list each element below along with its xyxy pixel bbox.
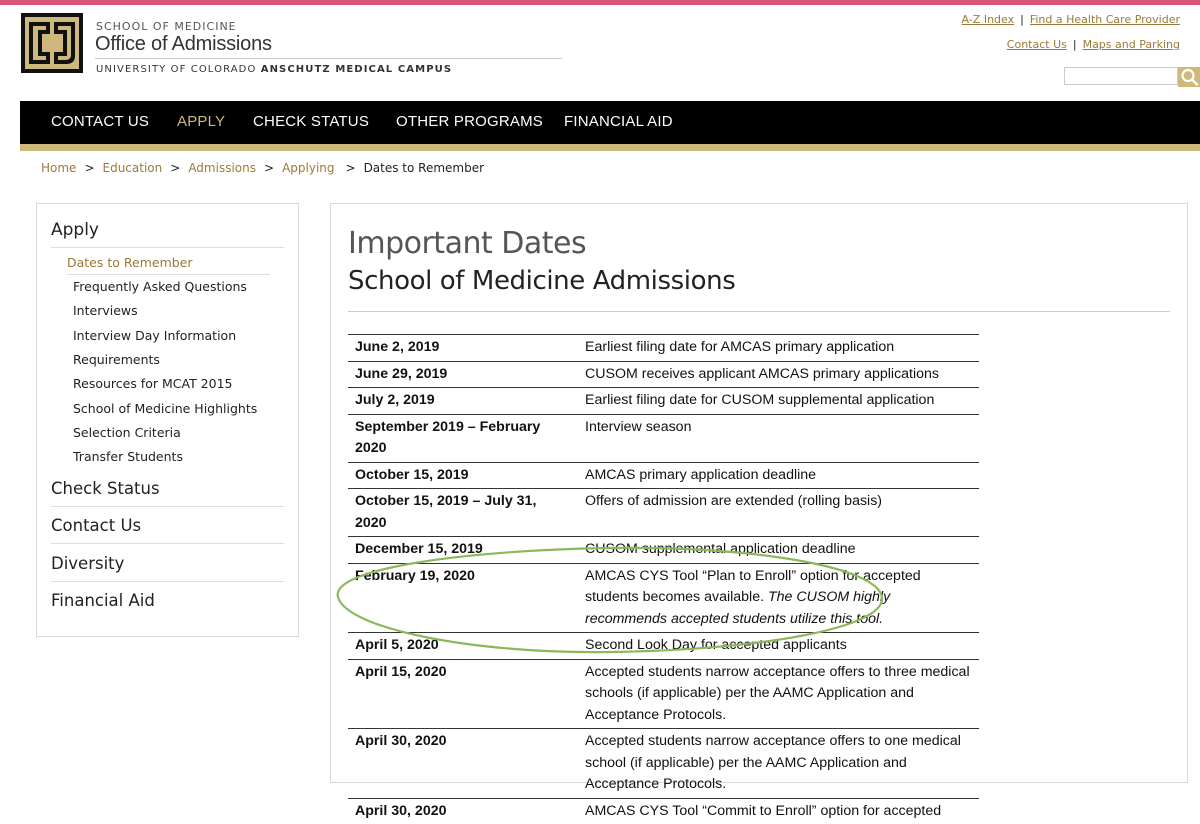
event-cell: AMCAS CYS Tool “Commit to Enroll” option for accepted bbox=[578, 798, 979, 824]
breadcrumb bbox=[41, 161, 484, 175]
breadcrumb-separator: > bbox=[170, 161, 181, 175]
util-separator: | bbox=[1072, 38, 1077, 51]
date-cell: July 2, 2019 bbox=[348, 388, 578, 415]
event-cell: AMCAS primary application deadline bbox=[578, 462, 979, 489]
date-cell: February 19, 2020 bbox=[348, 563, 578, 633]
sidebar-divider bbox=[51, 581, 284, 582]
contact-us-link[interactable]: Contact Us bbox=[1006, 38, 1067, 51]
event-cell: Earliest filing date for CUSOM supplemental application bbox=[578, 388, 979, 415]
table-row bbox=[348, 798, 979, 824]
find-provider-link[interactable]: Find a Health Care Provider bbox=[1029, 13, 1180, 26]
event-cell: Second Look Day for accepted applicants bbox=[578, 633, 979, 660]
event-note-italic: The CUSOM highly recommends accepted students utilize this tool. bbox=[585, 589, 891, 627]
page-title: Important Dates bbox=[348, 226, 587, 261]
table-row bbox=[348, 537, 979, 564]
date-cell: April 15, 2020 bbox=[348, 659, 578, 729]
table-row bbox=[348, 633, 979, 660]
sidebar-divider bbox=[51, 543, 284, 544]
breadcrumb-current: Dates to Remember bbox=[363, 161, 485, 175]
breadcrumb-separator: > bbox=[84, 161, 95, 175]
campus-name: ANSCHUTZ MEDICAL CAMPUS bbox=[260, 64, 453, 75]
table-row bbox=[348, 361, 979, 388]
sidebar-subitem-selection[interactable]: Selection Criteria bbox=[73, 425, 181, 440]
breadcrumb-education[interactable]: Education bbox=[102, 161, 163, 175]
event-cell: Earliest filing date for AMCAS primary application bbox=[578, 335, 979, 362]
table-row bbox=[348, 335, 979, 362]
sidebar-divider bbox=[51, 506, 284, 507]
sidebar-item-apply[interactable]: Apply bbox=[51, 220, 99, 240]
date-cell: April 5, 2020 bbox=[348, 633, 578, 660]
table-row bbox=[348, 729, 979, 799]
table-row bbox=[348, 462, 979, 489]
sidebar-item-diversity[interactable]: Diversity bbox=[51, 554, 125, 573]
event-cell: Accepted students narrow acceptance offers to one medical school (if applicable) per the AAMC Application and Acceptance Protocols. bbox=[578, 729, 979, 799]
sidebar-divider bbox=[51, 247, 284, 248]
breadcrumb-home[interactable]: Home bbox=[41, 161, 77, 175]
date-cell: December 15, 2019 bbox=[348, 537, 578, 564]
sidebar-subitem-mcat[interactable]: Resources for MCAT 2015 bbox=[73, 376, 233, 391]
university-prefix: UNIVERSITY OF COLORADO bbox=[96, 64, 257, 75]
sidebar-subitem-faq[interactable]: Frequently Asked Questions bbox=[73, 279, 247, 294]
table-row bbox=[348, 659, 979, 729]
utility-links-row-1 bbox=[962, 13, 1180, 26]
util-separator: | bbox=[1020, 13, 1024, 26]
sidebar-item-financial-aid[interactable]: Financial Aid bbox=[51, 591, 155, 610]
school-label: SCHOOL OF MEDICINE bbox=[96, 20, 237, 33]
university-label bbox=[96, 64, 452, 75]
dates-table bbox=[348, 334, 979, 824]
sidebar-subitem-requirements[interactable]: Requirements bbox=[73, 352, 160, 367]
top-accent-bar bbox=[0, 0, 1200, 5]
az-index-link[interactable]: A-Z Index bbox=[961, 13, 1015, 26]
cu-logo[interactable] bbox=[20, 12, 84, 74]
date-cell: April 30, 2020 bbox=[348, 729, 578, 799]
page-subtitle: School of Medicine Admissions bbox=[348, 266, 736, 296]
brand-divider bbox=[95, 58, 562, 59]
date-cell: October 15, 2019 – July 31, 2020 bbox=[348, 489, 578, 537]
event-text: AMCAS CYS Tool “Plan to Enroll” option for accepted students becomes available. bbox=[585, 567, 921, 605]
utility-links-row-2 bbox=[1007, 38, 1180, 51]
sidebar-subitem-interview-day[interactable]: Interview Day Information bbox=[73, 328, 237, 343]
sidebar-subitem-interviews[interactable]: Interviews bbox=[73, 303, 138, 318]
search-icon bbox=[1180, 68, 1199, 86]
sidebar-divider bbox=[67, 274, 270, 275]
nav-contact-us[interactable]: CONTACT US bbox=[51, 113, 150, 130]
search-button[interactable] bbox=[1178, 67, 1200, 87]
date-cell: October 15, 2019 bbox=[348, 462, 578, 489]
date-cell: June 29, 2019 bbox=[348, 361, 578, 388]
sidebar-item-contact-us[interactable]: Contact Us bbox=[51, 516, 142, 535]
event-cell: CUSOM supplemental application deadline bbox=[578, 537, 979, 564]
breadcrumb-applying[interactable]: Applying bbox=[282, 161, 335, 175]
date-cell: June 2, 2019 bbox=[348, 335, 578, 362]
table-row bbox=[348, 489, 979, 537]
nav-apply[interactable]: APPLY bbox=[177, 113, 226, 130]
breadcrumb-admissions[interactable]: Admissions bbox=[188, 161, 256, 175]
breadcrumb-separator: > bbox=[345, 161, 356, 175]
sidebar-subitem-transfer[interactable]: Transfer Students bbox=[73, 449, 183, 464]
table-row bbox=[348, 388, 979, 415]
event-cell: Accepted students narrow acceptance offers to three medical schools (if applicable) per the AAMC Application and Acceptance Protocols. bbox=[578, 659, 979, 729]
nav-financial-aid[interactable]: FINANCIAL AID bbox=[564, 113, 673, 130]
title-divider bbox=[348, 311, 1170, 312]
event-cell bbox=[578, 563, 979, 633]
sidebar-subitem-highlights[interactable]: School of Medicine Highlights bbox=[73, 401, 258, 416]
main-content bbox=[330, 203, 1188, 819]
sidebar-item-check-status[interactable]: Check Status bbox=[51, 479, 160, 498]
table-row bbox=[348, 563, 979, 633]
search-input[interactable] bbox=[1064, 67, 1178, 85]
sidebar-subitem-dates[interactable]: Dates to Remember bbox=[67, 255, 193, 270]
maps-parking-link[interactable]: Maps and Parking bbox=[1082, 38, 1180, 51]
nav-other-programs[interactable]: OTHER PROGRAMS bbox=[396, 113, 543, 130]
nav-gold-bar bbox=[20, 144, 1200, 151]
event-cell: Offers of admission are extended (rolling basis) bbox=[578, 489, 979, 537]
table-row bbox=[348, 414, 979, 462]
nav-check-status[interactable]: CHECK STATUS bbox=[253, 113, 370, 130]
breadcrumb-separator: > bbox=[264, 161, 275, 175]
main-nav bbox=[20, 101, 1200, 144]
office-title[interactable]: Office of Admissions bbox=[95, 33, 272, 55]
date-cell: September 2019 – February 2020 bbox=[348, 414, 578, 462]
sidebar bbox=[36, 203, 299, 637]
date-cell: April 30, 2020 bbox=[348, 798, 578, 824]
event-cell: Interview season bbox=[578, 414, 979, 462]
event-cell: CUSOM receives applicant AMCAS primary applications bbox=[578, 361, 979, 388]
